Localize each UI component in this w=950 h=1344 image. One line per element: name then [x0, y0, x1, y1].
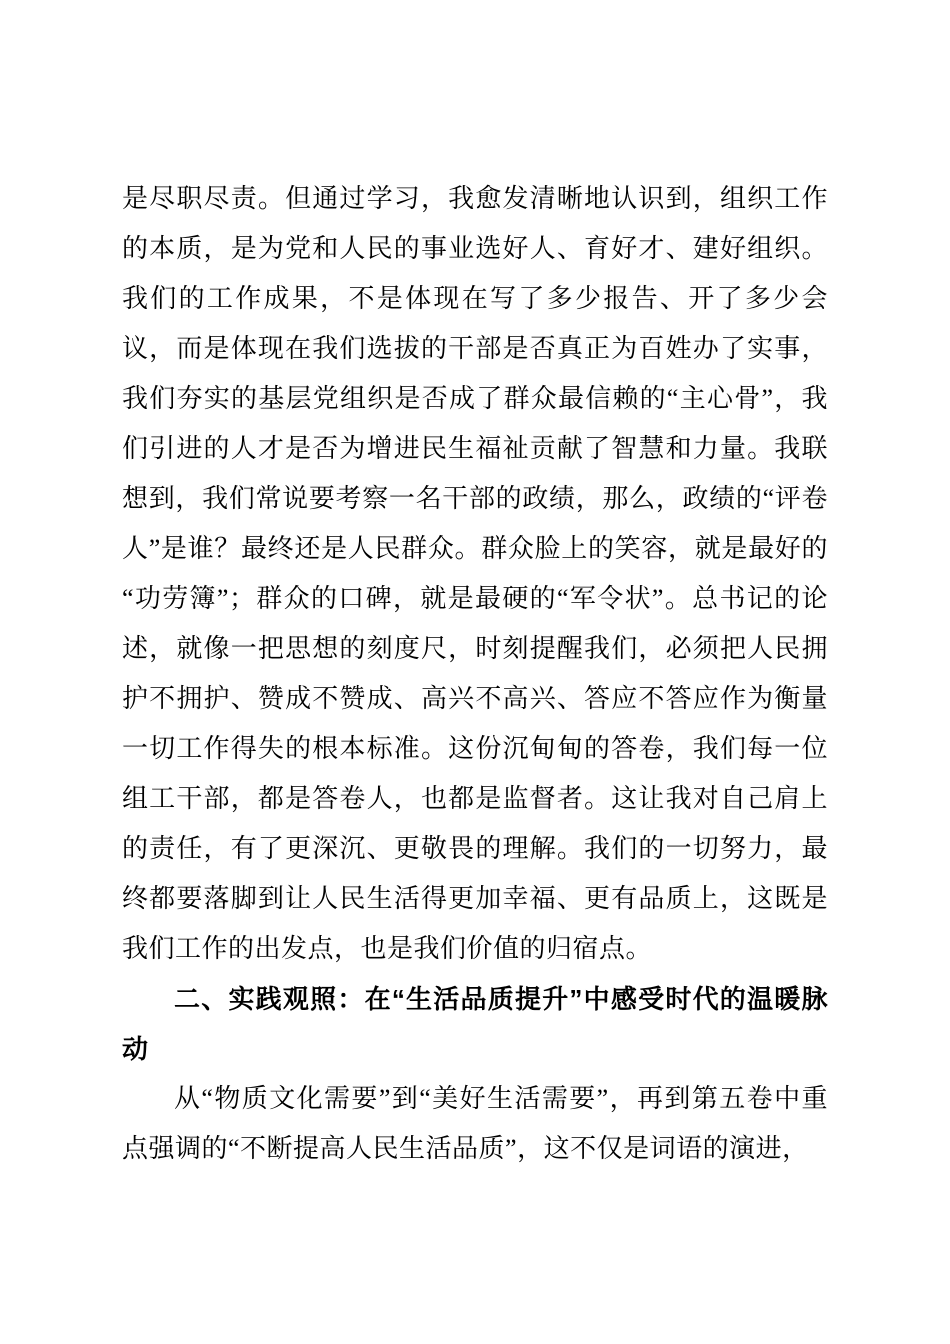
section-heading: 二、实践观照：在“生活品质提升”中感受时代的温暖脉动: [122, 984, 828, 1064]
body-paragraph: 从“物质文化需要”到“美好生活需要”，再到第五卷中重点强调的“不断提高人民生活品质”，这不仅是词语的演进，: [122, 1084, 828, 1163]
body-paragraph-continuation: 是尽职尽责。但通过学习，我愈发清晰地认识到，组织工作的本质，是为党和人民的事业选好人、育好才、建好组织。我们的工作成果，不是体现在写了多少报告、开了多少会议，而是体现在我们选拔的干部是否真正为百姓办了实事，我们夯实的基层党组织是否成了群众最信赖的“主心骨”，我们引进的人才是否为增进民生福祉贡献了智慧和力量。我联想到，我们常说要考察一名干部的政绩，那么，政绩的“评卷人”是谁？最终还是人民群众。群众脸上的笑容，就是最好的“功劳簿”；群众的口碑，就是最硬的“军令状”。总书记的论述，就像一把思想的刻度尺，时刻提醒我们，必须把人民拥护不拥护、赞成不赞成、高兴不高兴、答应不答应作为衡量一切工作得失的根本标准。这份沉甸甸的答卷，我们每一位组工干部，都是答卷人，也都是监督者。这让我对自己肩上的责任，有了更深沉、更敬畏的理解。我们的一切努力，最终都要落脚到让人民生活得更加幸福、更有品质上，这既是我们工作的出发点，也是我们价值的归宿点。: [122, 184, 828, 963]
